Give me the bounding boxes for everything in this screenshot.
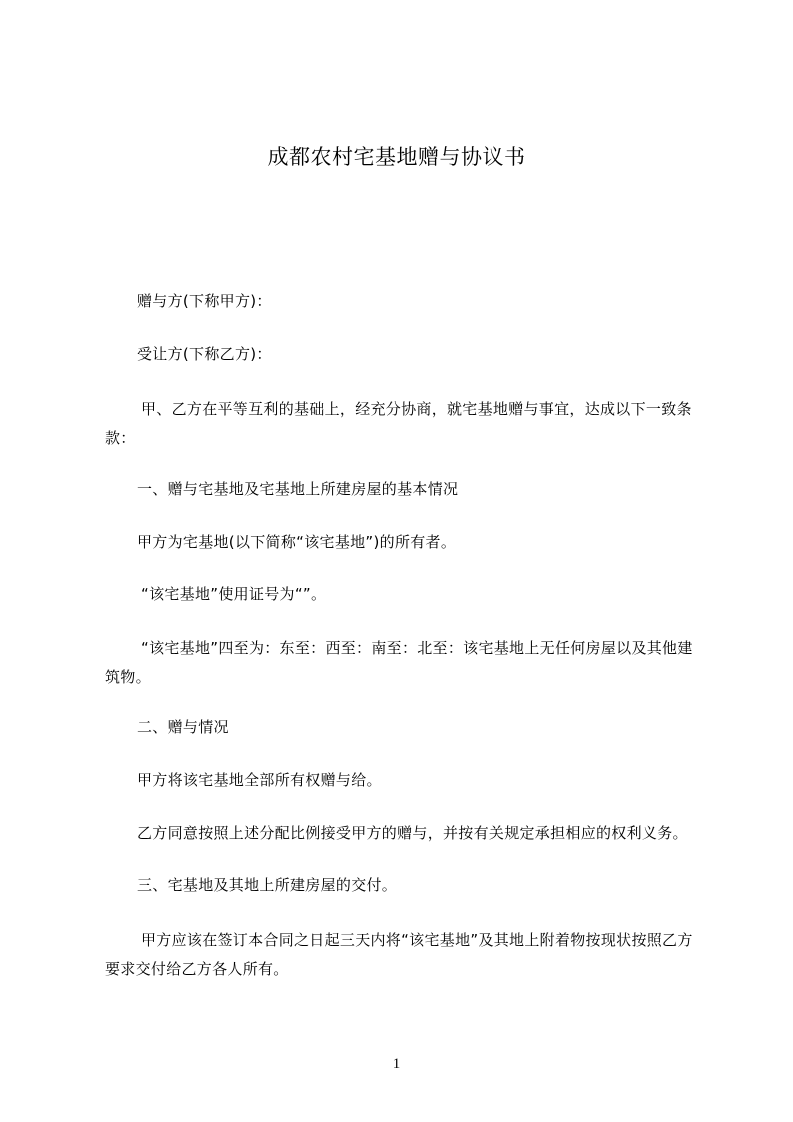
page-number: 1: [392, 1056, 401, 1072]
paragraph-donor: 赠与方(下称甲方)：: [137, 292, 272, 310]
section-heading-1: 一、赠与宅基地及宅基地上所建房屋的基本情况: [137, 480, 459, 498]
section-heading-3: 三、宅基地及其地上所建房屋的交付。: [137, 876, 398, 894]
paragraph-delivery: 甲方应该在签订本合同之日起三天内将“该宅基地”及其地上附着物按现状按照乙方要求交付给乙方各人所有。: [105, 931, 693, 978]
section-heading-2: 二、赠与情况: [137, 718, 229, 736]
document-title: 成都农村宅基地赠与协议书: [267, 145, 526, 169]
paragraph-boundaries: “该宅基地”四至为：东至：西至：南至：北至：该宅基地上无任何房屋以及其他建筑物。: [105, 639, 693, 686]
paragraph-certificate: “该宅基地”使用证号为“”。: [141, 585, 327, 603]
paragraph-owner: 甲方为宅基地(以下简称“该宅基地”)的所有者。: [137, 533, 457, 551]
paragraph-acceptance: 乙方同意按照上述分配比例接受甲方的赠与，并按有关规定承担相应的权利义务。: [137, 824, 688, 842]
paragraph-preamble: 甲、乙方在平等互利的基础上，经充分协商，就宅基地赠与事宜，达成以下一致条款：: [105, 400, 692, 447]
paragraph-gift: 甲方将该宅基地全部所有权赠与给。: [137, 771, 382, 789]
paragraph-recipient: 受让方(下称乙方)：: [137, 345, 272, 363]
